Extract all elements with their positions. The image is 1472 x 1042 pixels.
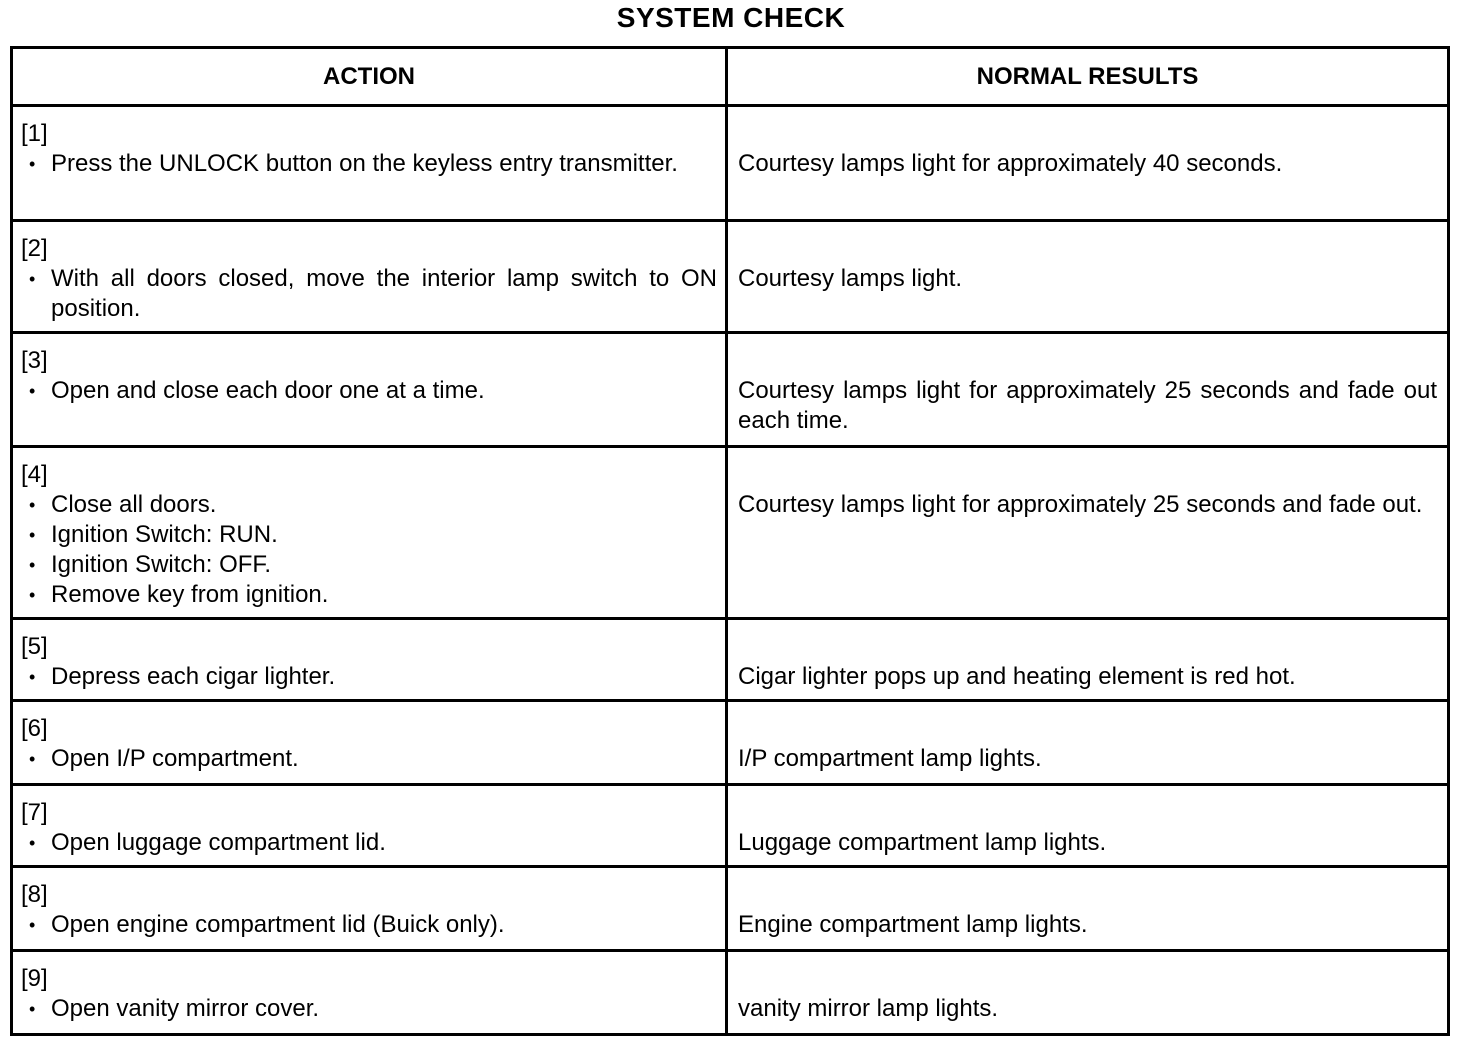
result-text: Courtesy lamps light for approximately 25 seconds and fade out. xyxy=(738,491,1423,518)
action-item: • Open engine compartment lid (Buick only). xyxy=(51,910,717,940)
action-list xyxy=(21,264,717,324)
action-list xyxy=(21,149,717,179)
step-number: [5] xyxy=(21,633,48,660)
step-number: [8] xyxy=(21,881,48,908)
step-number: [3] xyxy=(21,347,48,374)
action-list xyxy=(21,744,717,774)
result-text: Luggage compartment lamp lights. xyxy=(738,829,1107,856)
table-row xyxy=(13,331,1447,445)
table-row xyxy=(13,865,1447,949)
result-text: Courtesy lamps light for approximately 40 seconds. xyxy=(738,150,1283,177)
system-check-table xyxy=(10,46,1450,1036)
result-cell xyxy=(728,786,1447,865)
step-number: [6] xyxy=(21,715,48,742)
action-list xyxy=(21,828,717,858)
action-cell xyxy=(13,702,728,783)
action-list xyxy=(21,910,717,940)
result-cell xyxy=(728,620,1447,699)
column-header-action: ACTION xyxy=(13,49,728,104)
action-item: • Open vanity mirror cover. xyxy=(51,994,717,1024)
step-number: [1] xyxy=(21,120,48,147)
result-text: Courtesy lamps light. xyxy=(738,265,963,292)
action-item: • Depress each cigar lighter. xyxy=(51,662,717,692)
action-item: • Ignition Switch: OFF. xyxy=(51,550,717,580)
action-cell xyxy=(13,620,728,699)
result-cell xyxy=(728,868,1447,949)
table-row xyxy=(13,107,1447,219)
step-number: [7] xyxy=(21,799,48,826)
action-cell xyxy=(13,222,728,331)
table-row xyxy=(13,699,1447,783)
step-number: [4] xyxy=(21,461,48,488)
action-cell xyxy=(13,786,728,865)
result-text: I/P compartment lamp lights. xyxy=(738,745,1042,772)
result-cell xyxy=(728,448,1447,617)
result-cell xyxy=(728,107,1447,219)
result-text: vanity mirror lamp lights. xyxy=(738,995,999,1022)
result-cell xyxy=(728,702,1447,783)
action-list xyxy=(21,490,717,610)
action-cell xyxy=(13,952,728,1033)
action-item: • Press the UNLOCK button on the keyless entry transmitter. xyxy=(51,149,717,179)
table-row xyxy=(13,219,1447,331)
result-cell xyxy=(728,952,1447,1033)
action-item: • Open luggage compartment lid. xyxy=(51,828,717,858)
action-list xyxy=(21,376,717,406)
action-list xyxy=(21,994,717,1024)
step-number: [9] xyxy=(21,965,48,992)
action-item: • Close all doors. xyxy=(51,490,717,520)
action-item: • Remove key from ignition. xyxy=(51,580,717,610)
result-cell xyxy=(728,222,1447,331)
action-item: • Ignition Switch: RUN. xyxy=(51,520,717,550)
result-cell xyxy=(728,334,1447,445)
table-row xyxy=(13,445,1447,617)
step-number: [2] xyxy=(21,235,48,262)
table-row xyxy=(13,949,1447,1033)
action-cell xyxy=(13,334,728,445)
table-row xyxy=(13,617,1447,699)
table-header-row xyxy=(13,49,1447,107)
page-title: SYSTEM CHECK xyxy=(616,2,846,33)
result-text: Cigar lighter pops up and heating element is red hot. xyxy=(738,663,1296,690)
action-item: • Open I/P compartment. xyxy=(51,744,717,774)
action-item: • With all doors closed, move the interior lamp switch to ON position. xyxy=(51,264,717,324)
action-cell xyxy=(13,448,728,617)
column-header-normal-results: NORMAL RESULTS xyxy=(976,62,1199,90)
action-cell xyxy=(13,868,728,949)
action-item: • Open and close each door one at a time. xyxy=(51,376,717,406)
result-text: Courtesy lamps light for approximately 25 seconds and fade out each time. xyxy=(738,377,1437,434)
result-text: Engine compartment lamp lights. xyxy=(738,911,1088,938)
table-row xyxy=(13,783,1447,865)
action-list xyxy=(21,662,717,692)
action-cell xyxy=(13,107,728,219)
